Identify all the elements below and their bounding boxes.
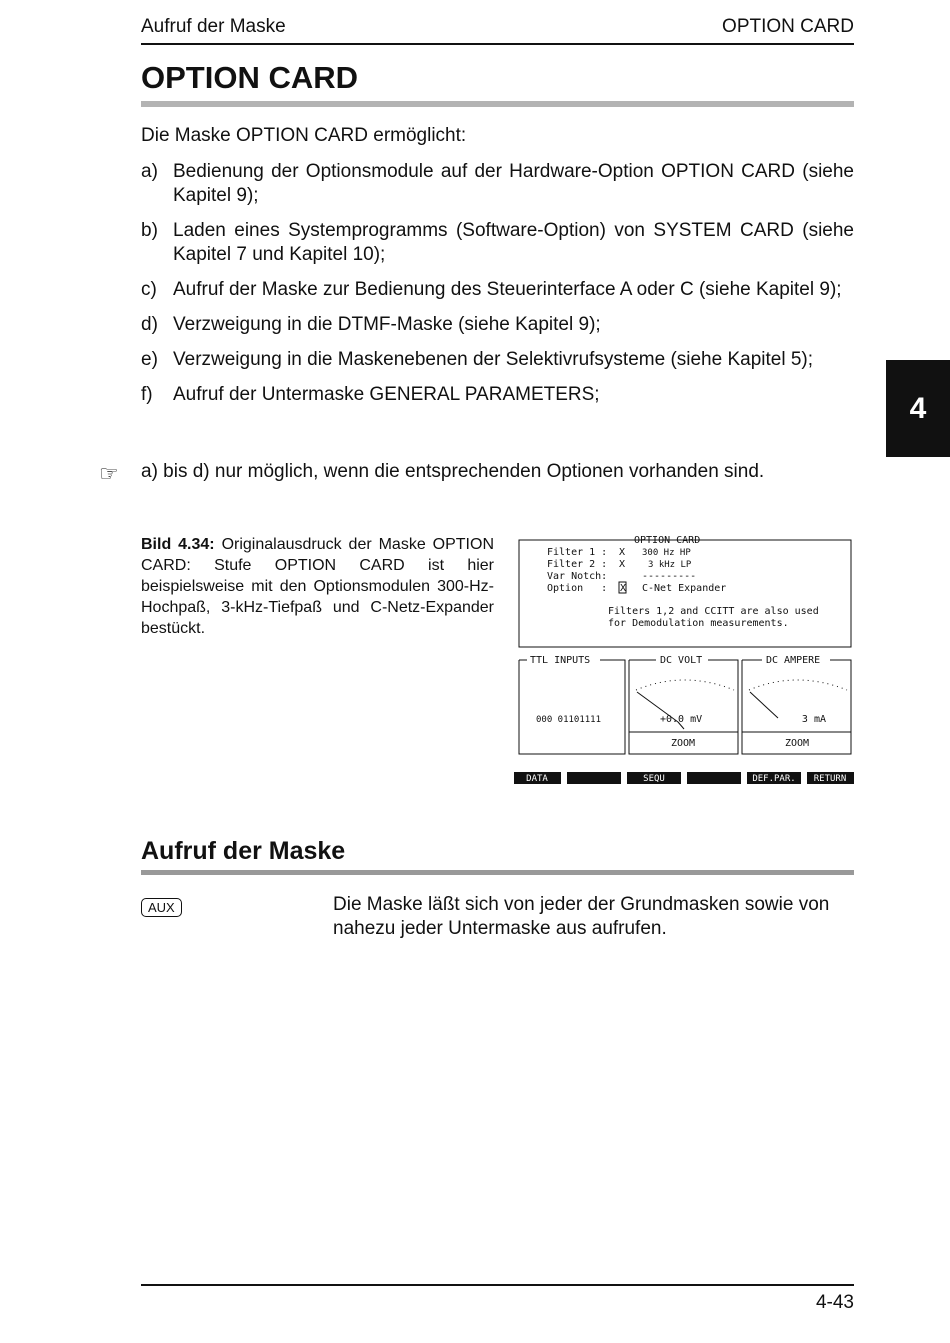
dc-volt-title: DC VOLT xyxy=(660,655,703,666)
list-item xyxy=(141,348,854,372)
row-label: Filter 1 : xyxy=(547,547,608,558)
list-item-text: Verzweigung in die Maskenebenen der Selektivrufsysteme (siehe Kapitel 5); xyxy=(173,349,814,370)
list-item xyxy=(141,278,854,302)
list-item-text: Aufruf der Untermaske GENERAL PARAMETERS; xyxy=(173,384,600,405)
page-title: OPTION CARD xyxy=(141,60,358,95)
intro-text: Die Maske OPTION CARD ermöglicht: xyxy=(141,125,467,146)
list-item-text: Bedienung der Optionsmodule auf der Hardware-Option OPTION CARD (siehe Kapitel 9); xyxy=(173,161,854,206)
row-mark: X xyxy=(619,559,626,570)
row-mark: X xyxy=(620,583,627,594)
softkey-empty xyxy=(687,772,741,784)
dc-ampere-zoom: ZOOM xyxy=(784,738,810,749)
list-item-text: Verzweigung in die DTMF-Maske (siehe Kapitel 9); xyxy=(173,314,601,335)
caption-label: Bild 4.34: xyxy=(141,536,215,553)
dc-volt-zoom: ZOOM xyxy=(670,738,696,749)
ttl-inputs-title: TTL INPUTS xyxy=(530,655,591,666)
softkey-label: DEF.PAR. xyxy=(752,774,796,784)
figure-caption xyxy=(141,534,494,639)
softkey-label: RETURN xyxy=(813,774,847,784)
dc-volt-value: +0.0 mV xyxy=(660,714,703,725)
list-item-label: b) xyxy=(141,220,158,241)
row-label: Var Notch: xyxy=(547,571,608,582)
list-item xyxy=(141,160,854,208)
softkey-label: SEQU xyxy=(643,774,665,784)
info-line-2: for Demodulation measurements. xyxy=(608,618,789,629)
list-item xyxy=(141,313,854,337)
row-mark: X xyxy=(619,547,626,558)
softkey-label: DATA xyxy=(526,774,548,784)
list-item-label: f) xyxy=(141,384,153,405)
list-item-label: d) xyxy=(141,314,158,335)
row-value: 3 kHz LP xyxy=(648,560,692,570)
title-underline-bar xyxy=(141,101,854,107)
option-card-screen xyxy=(512,532,854,788)
row-value: C-Net Expander xyxy=(642,583,727,594)
info-line-1: Filters 1,2 and CCITT are also used xyxy=(608,606,819,617)
dc-volt-scale xyxy=(636,680,734,690)
row-value: --------- xyxy=(642,571,697,582)
softkey-empty xyxy=(567,772,621,784)
list-item-text: Aufruf der Maske zur Bedienung des Steuerinterface A oder C (siehe Kapitel 9); xyxy=(173,279,842,300)
footer-rule xyxy=(141,1284,854,1286)
dc-ampere-scale xyxy=(749,680,847,690)
row-value: 300 Hz HP xyxy=(642,548,691,558)
caption-text: Originalausdruck der Maske OPTION CARD: Stufe OPTION CARD ist hier beispielsweise mit den Optionsmodulen 300-Hz-Hochpaß, 3-kHz-Tiefpaß und C-Netz-Expander bestückt. xyxy=(141,536,494,637)
row-label: Option : xyxy=(547,583,608,594)
section-underline-bar xyxy=(141,870,854,875)
aux-key: AUX xyxy=(141,898,182,917)
softkey-bar xyxy=(514,772,854,784)
list-item xyxy=(141,383,854,407)
dc-ampere-needle xyxy=(750,692,778,718)
dc-ampere-title: DC AMPERE xyxy=(766,655,821,666)
note-text: a) bis d) nur möglich, wenn die entsprechenden Optionen vorhanden sind. xyxy=(141,461,765,482)
chapter-tab: 4 xyxy=(886,360,950,457)
row-label: Filter 2 : xyxy=(547,559,608,570)
panel-title: OPTION CARD xyxy=(634,535,701,546)
list-item-label: a) xyxy=(141,161,158,182)
header-rule xyxy=(141,43,854,45)
list-item xyxy=(141,219,854,267)
list-item-text: Laden eines Systemprogramms (Software-Option) von SYSTEM CARD (siehe Kapitel 7 und Kapitel 10); xyxy=(173,220,854,265)
section-text: Die Maske läßt sich von jeder der Grundmasken sowie von nahezu jeder Untermaske aus aufrufen. xyxy=(333,894,830,939)
pointing-hand-icon: ☞ xyxy=(99,461,119,486)
section-title: Aufruf der Maske xyxy=(141,837,346,865)
feature-list xyxy=(141,160,854,418)
running-header-left: Aufruf der Maske xyxy=(141,16,286,37)
ttl-inputs-value: 000 01101111 xyxy=(536,715,602,725)
page-number: 4-43 xyxy=(815,1292,854,1313)
dc-ampere-value: 3 mA xyxy=(801,714,826,725)
ttl-inputs-frame xyxy=(519,660,625,754)
list-item-label: c) xyxy=(141,279,157,300)
list-item-label: e) xyxy=(141,349,158,370)
running-header-right: OPTION CARD xyxy=(722,16,854,37)
